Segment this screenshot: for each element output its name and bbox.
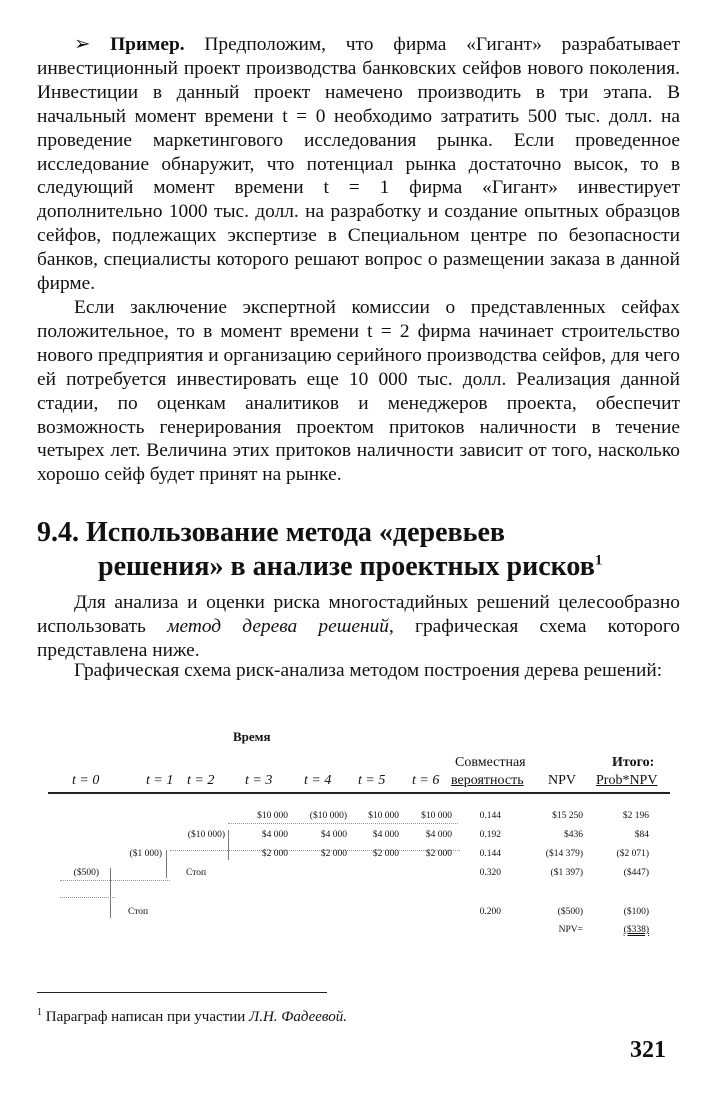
cell-r2-total: $84 <box>634 830 649 840</box>
cell-r2-t5: $4 000 <box>372 830 399 840</box>
cell-r3-t6: $2 000 <box>425 849 452 859</box>
tree-connector <box>170 850 460 851</box>
cell-r2-t6: $4 000 <box>425 830 452 840</box>
cell-r4-prob: 0.320 <box>479 868 501 878</box>
cell-r2-prob: 0.192 <box>479 830 501 840</box>
npv-label: NPV= <box>558 925 583 935</box>
header-joint-line2: вероятность <box>451 773 524 788</box>
cell-r3-t4: $2 000 <box>320 849 347 859</box>
cell-r4-t2: Стоп <box>186 868 207 878</box>
paragraph-4: Графическая схема риск-анализа методом построения дерева решений: <box>74 660 663 681</box>
tree-branch-line <box>110 868 111 918</box>
footnote <box>37 1007 347 1026</box>
cell-r3-total: ($2 071) <box>616 849 649 859</box>
tree-branch-line <box>166 850 167 878</box>
section-title-line1: Использование метода «деревьев <box>86 517 506 548</box>
tree-connector <box>228 823 458 824</box>
cell-r5-t1: Стоп <box>128 907 149 917</box>
header-total-line2: Prob*NPV <box>596 773 658 788</box>
npv-total: ($338) <box>623 925 649 935</box>
cell-r3-t5: $2 000 <box>372 849 399 859</box>
cell-r3-t3: $2 000 <box>261 849 288 859</box>
section-number: 9.4. <box>37 517 79 548</box>
header-t1: t = 1 <box>146 773 174 788</box>
cell-r1-t4: ($10 000) <box>309 811 347 821</box>
header-t4: t = 4 <box>304 773 332 788</box>
cell-r4-t0: ($500) <box>73 868 99 878</box>
example-label: Пример. <box>110 34 185 55</box>
cell-r1-t5: $10 000 <box>368 811 399 821</box>
footnote-marker: 1 <box>594 552 603 569</box>
cell-r3-t1: ($1 000) <box>129 849 162 859</box>
cell-r4-npv: ($1 397) <box>550 868 583 878</box>
page-number: 321 <box>630 1037 666 1063</box>
paragraph-3-before: Для анализа и оценки риска многостадийных решений целесообразно использовать <box>37 592 680 637</box>
footnote-number: 1 <box>37 1007 42 1018</box>
section-title-line2: решения» в анализе проектных рисков <box>98 551 595 582</box>
paragraph-3-emphasis: метод дерева решений <box>167 615 389 637</box>
cell-r5-npv: ($500) <box>557 907 583 917</box>
tree-connector <box>60 880 170 881</box>
cell-r1-t6: $10 000 <box>421 811 452 821</box>
time-label: Время <box>233 729 271 744</box>
arrow-bullet-icon: ➢ <box>74 34 91 55</box>
cell-r2-t4: $4 000 <box>320 830 347 840</box>
table-rule <box>48 792 670 794</box>
header-total-line1: Итого: <box>612 755 655 770</box>
cell-r5-total: ($100) <box>623 907 649 917</box>
cell-r5-prob: 0.200 <box>479 907 501 917</box>
footnote-author: Л.Н. Фадеевой. <box>249 1009 347 1025</box>
header-t6: t = 6 <box>412 773 440 788</box>
cell-r2-t3: $4 000 <box>261 830 288 840</box>
header-t0: t = 0 <box>72 773 100 788</box>
cell-r2-npv: $436 <box>564 830 583 840</box>
cell-r1-total: $2 196 <box>622 811 649 821</box>
header-t2: t = 2 <box>187 773 215 788</box>
example-text: Предположим, что фирма «Гигант» разрабатывает инвестиционный проект производства банковских сейфов нового поколения. Инвестиции в данный проект намечено производить в три этапа. В начальный момент времени t = 0 необходимо затратить 500 тыс. долл. на проведение маркетингового исследования рынка. Если проведенное исследование обнаружит, что потенциал рынка достаточно высок, то в следующий момент времени t = 1 фирма «Гигант» инвестирует дополнительно 1000 тыс. долл. на разработку и создание опытных образцов сейфов, подлежащих экспертизе в Специальном центре по безопасности банков, специалисты которого решают вопрос о размещении заказа в данной фирме. <box>37 34 680 295</box>
header-t3: t = 3 <box>245 773 273 788</box>
cell-r2-t2: ($10 000) <box>187 830 225 840</box>
header-t5: t = 5 <box>358 773 386 788</box>
paragraph-3-after: , графическая схема которого представлена ниже. <box>37 615 681 661</box>
footnote-separator <box>37 992 327 993</box>
tree-branch-line <box>228 830 229 860</box>
tree-connector <box>60 897 115 898</box>
header-npv: NPV <box>548 773 577 788</box>
paragraph-2: Если заключение экспертной комиссии о представленных сейфах положительное, то в момент времени t = 2 фирма начинает строительство нового предприятия и организацию серийного производства сейфов, для чего ей потребуется инвестировать еще 10 000 тыс. долл. Реализация данной стадии, по оценкам аналитиков и менеджеров проекта, обеспечит возможность генерирования проектом притоков наличности в течение четырех лет. Величина этих притоков наличности зависит от того, насколько хорошо сейф будет принят на рынке. <box>37 297 680 486</box>
cell-r4-total: ($447) <box>623 868 649 878</box>
cell-r1-t3: $10 000 <box>257 811 288 821</box>
cell-r1-npv: $15 250 <box>552 811 583 821</box>
header-joint-line1: Совместная <box>455 755 526 770</box>
cell-r3-prob: 0.144 <box>479 849 501 859</box>
cell-r3-npv: ($14 379) <box>545 849 583 859</box>
cell-r1-prob: 0.144 <box>479 811 501 821</box>
footnote-text: Параграф написан при участии <box>45 1009 250 1025</box>
